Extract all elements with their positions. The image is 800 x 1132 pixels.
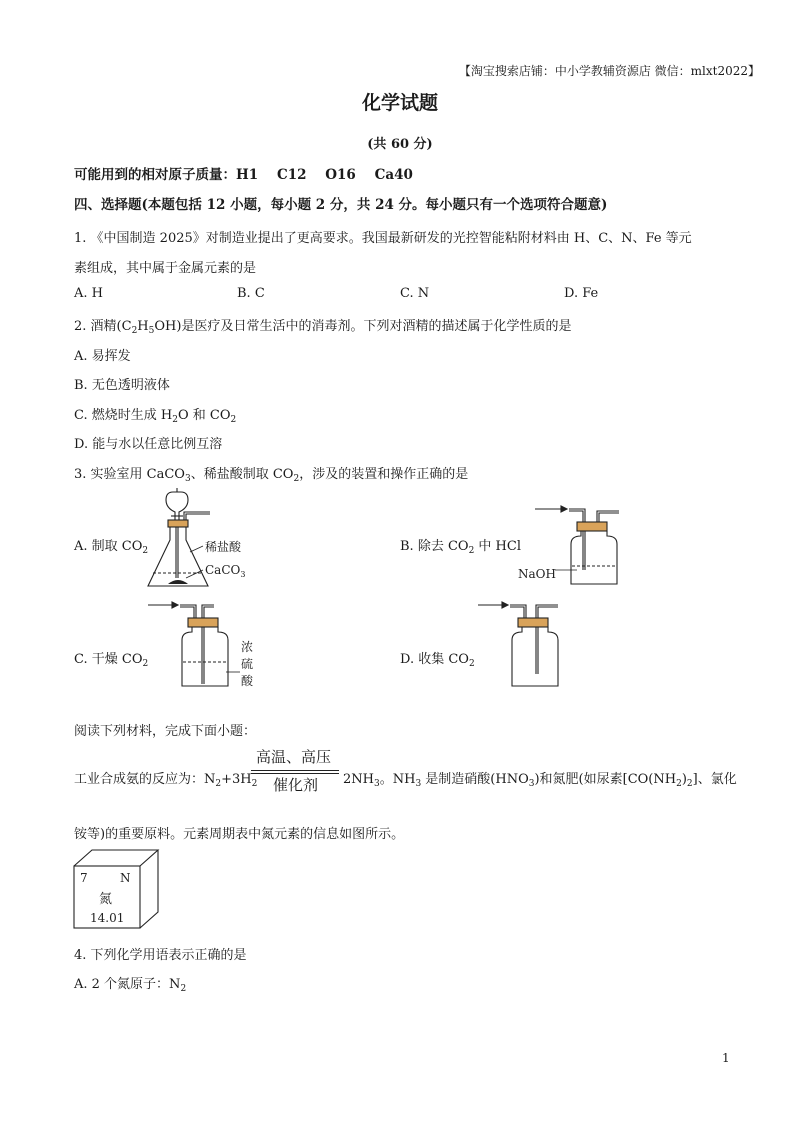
q2-option-d: D. 能与水以任意比例互溶 [74, 437, 223, 452]
q1-option-a: A. H [74, 286, 103, 301]
page-title: 化学试题 [361, 92, 438, 114]
reaction-arrow-line [251, 770, 339, 771]
label-caco3: CaCO$_3$ [205, 563, 246, 579]
q1-option-c: C. N [400, 286, 430, 301]
reading-line2: 铵等)的重要原料。元素周期表中氮元素的信息如图所示。 [74, 827, 405, 842]
apparatus-flask-diagram [140, 490, 270, 590]
q3-stem: 3. 实验室用 CaCO$_3$、稀盐酸制取 $CO_2$，涉及的装置和操作正确的是 [74, 467, 469, 484]
q3-option-a: A. 制取 $CO_2$ [74, 539, 149, 556]
atomic-mass: 14.01 [90, 911, 125, 925]
q1-option-b: B. C [237, 286, 265, 301]
score-subtitle: (共 60 分) [367, 137, 433, 152]
q3-option-c: C. 干燥 $CO_2$ [74, 652, 149, 669]
q3-option-d: D. 收集 $CO_2$ [400, 652, 475, 669]
q3-option-b: B. 除去 $CO_2$ 中 HCl [400, 539, 522, 556]
caco3-label-line [186, 570, 203, 578]
apparatus-collection-bottle [470, 596, 580, 696]
atomic-number: 7 [80, 871, 88, 885]
q2-option-b: B. 无色透明液体 [74, 378, 170, 393]
q1-stem-line1: 1. 《中国制造 2025》对制造业提出了更高要求。我国最新研发的光控智能粘附材料由 H、C、N、Fe 等元 [74, 231, 692, 246]
label-h2so4-2: 硫 [241, 657, 254, 671]
q4-stem: 4. 下列化学用语表示正确的是 [74, 948, 247, 963]
shop-note: 【淘宝搜索店铺：中小学教辅资源店 微信：mlxt2022】 [458, 64, 760, 78]
reaction-line-rest: $2NH_3$。$NH_3$ 是制造硝酸$(HNO_3)$和氮肥(如尿素$[CO(NH_2)_2]$、氯化 [343, 772, 737, 789]
element-symbol: N [120, 871, 131, 885]
atomic-mass-line: 可能用到的相对原子质量：H1 C12 O16 Ca40 [74, 167, 413, 183]
q2-stem: 2. 酒精$(C_2H_5OH)$是医疗及日常生活中的消毒剂。下列对酒精的描述属于化学性质的是 [74, 319, 572, 336]
nitrogen-element-card [72, 848, 162, 930]
acid-label-line [190, 546, 203, 552]
page-number: 1 [722, 1051, 730, 1065]
label-dilute-hcl: 稀盐酸 [205, 540, 242, 554]
element-name: 氮 [99, 892, 113, 907]
q2-option-a: A. 易挥发 [74, 349, 131, 364]
reaction-line: 工业合成氨的反应为：$N_2+3H_2$ [74, 772, 258, 789]
label-h2so4-1: 浓 [241, 640, 254, 654]
reaction-condition-bottom: 催化剂 [273, 776, 319, 794]
label-h2so4-3: 酸 [241, 674, 254, 688]
label-naoh: NaOH [518, 567, 556, 581]
apparatus-h2so4-bottle [140, 596, 270, 696]
section-heading: 四、选择题(本题包括 12 小题，每小题 2 分，共 24 分。每小题只有一个选项符合题意) [74, 197, 608, 213]
reaction-condition-top: 高温、高压 [256, 748, 332, 766]
q1-option-d: D. Fe [564, 286, 599, 301]
caco3-solid [168, 580, 188, 584]
q2-option-c: C. 燃烧时生成 $H_2O$ 和 $CO_2$ [74, 408, 237, 425]
reading-intro: 阅读下列材料，完成下面小题： [74, 724, 257, 739]
q4-option-a: A. 2 个氮原子：$N_2$ [74, 977, 187, 994]
q1-stem-line2: 素组成，其中属于金属元素的是 [74, 261, 257, 276]
apparatus-naoh-bottle [515, 500, 635, 590]
